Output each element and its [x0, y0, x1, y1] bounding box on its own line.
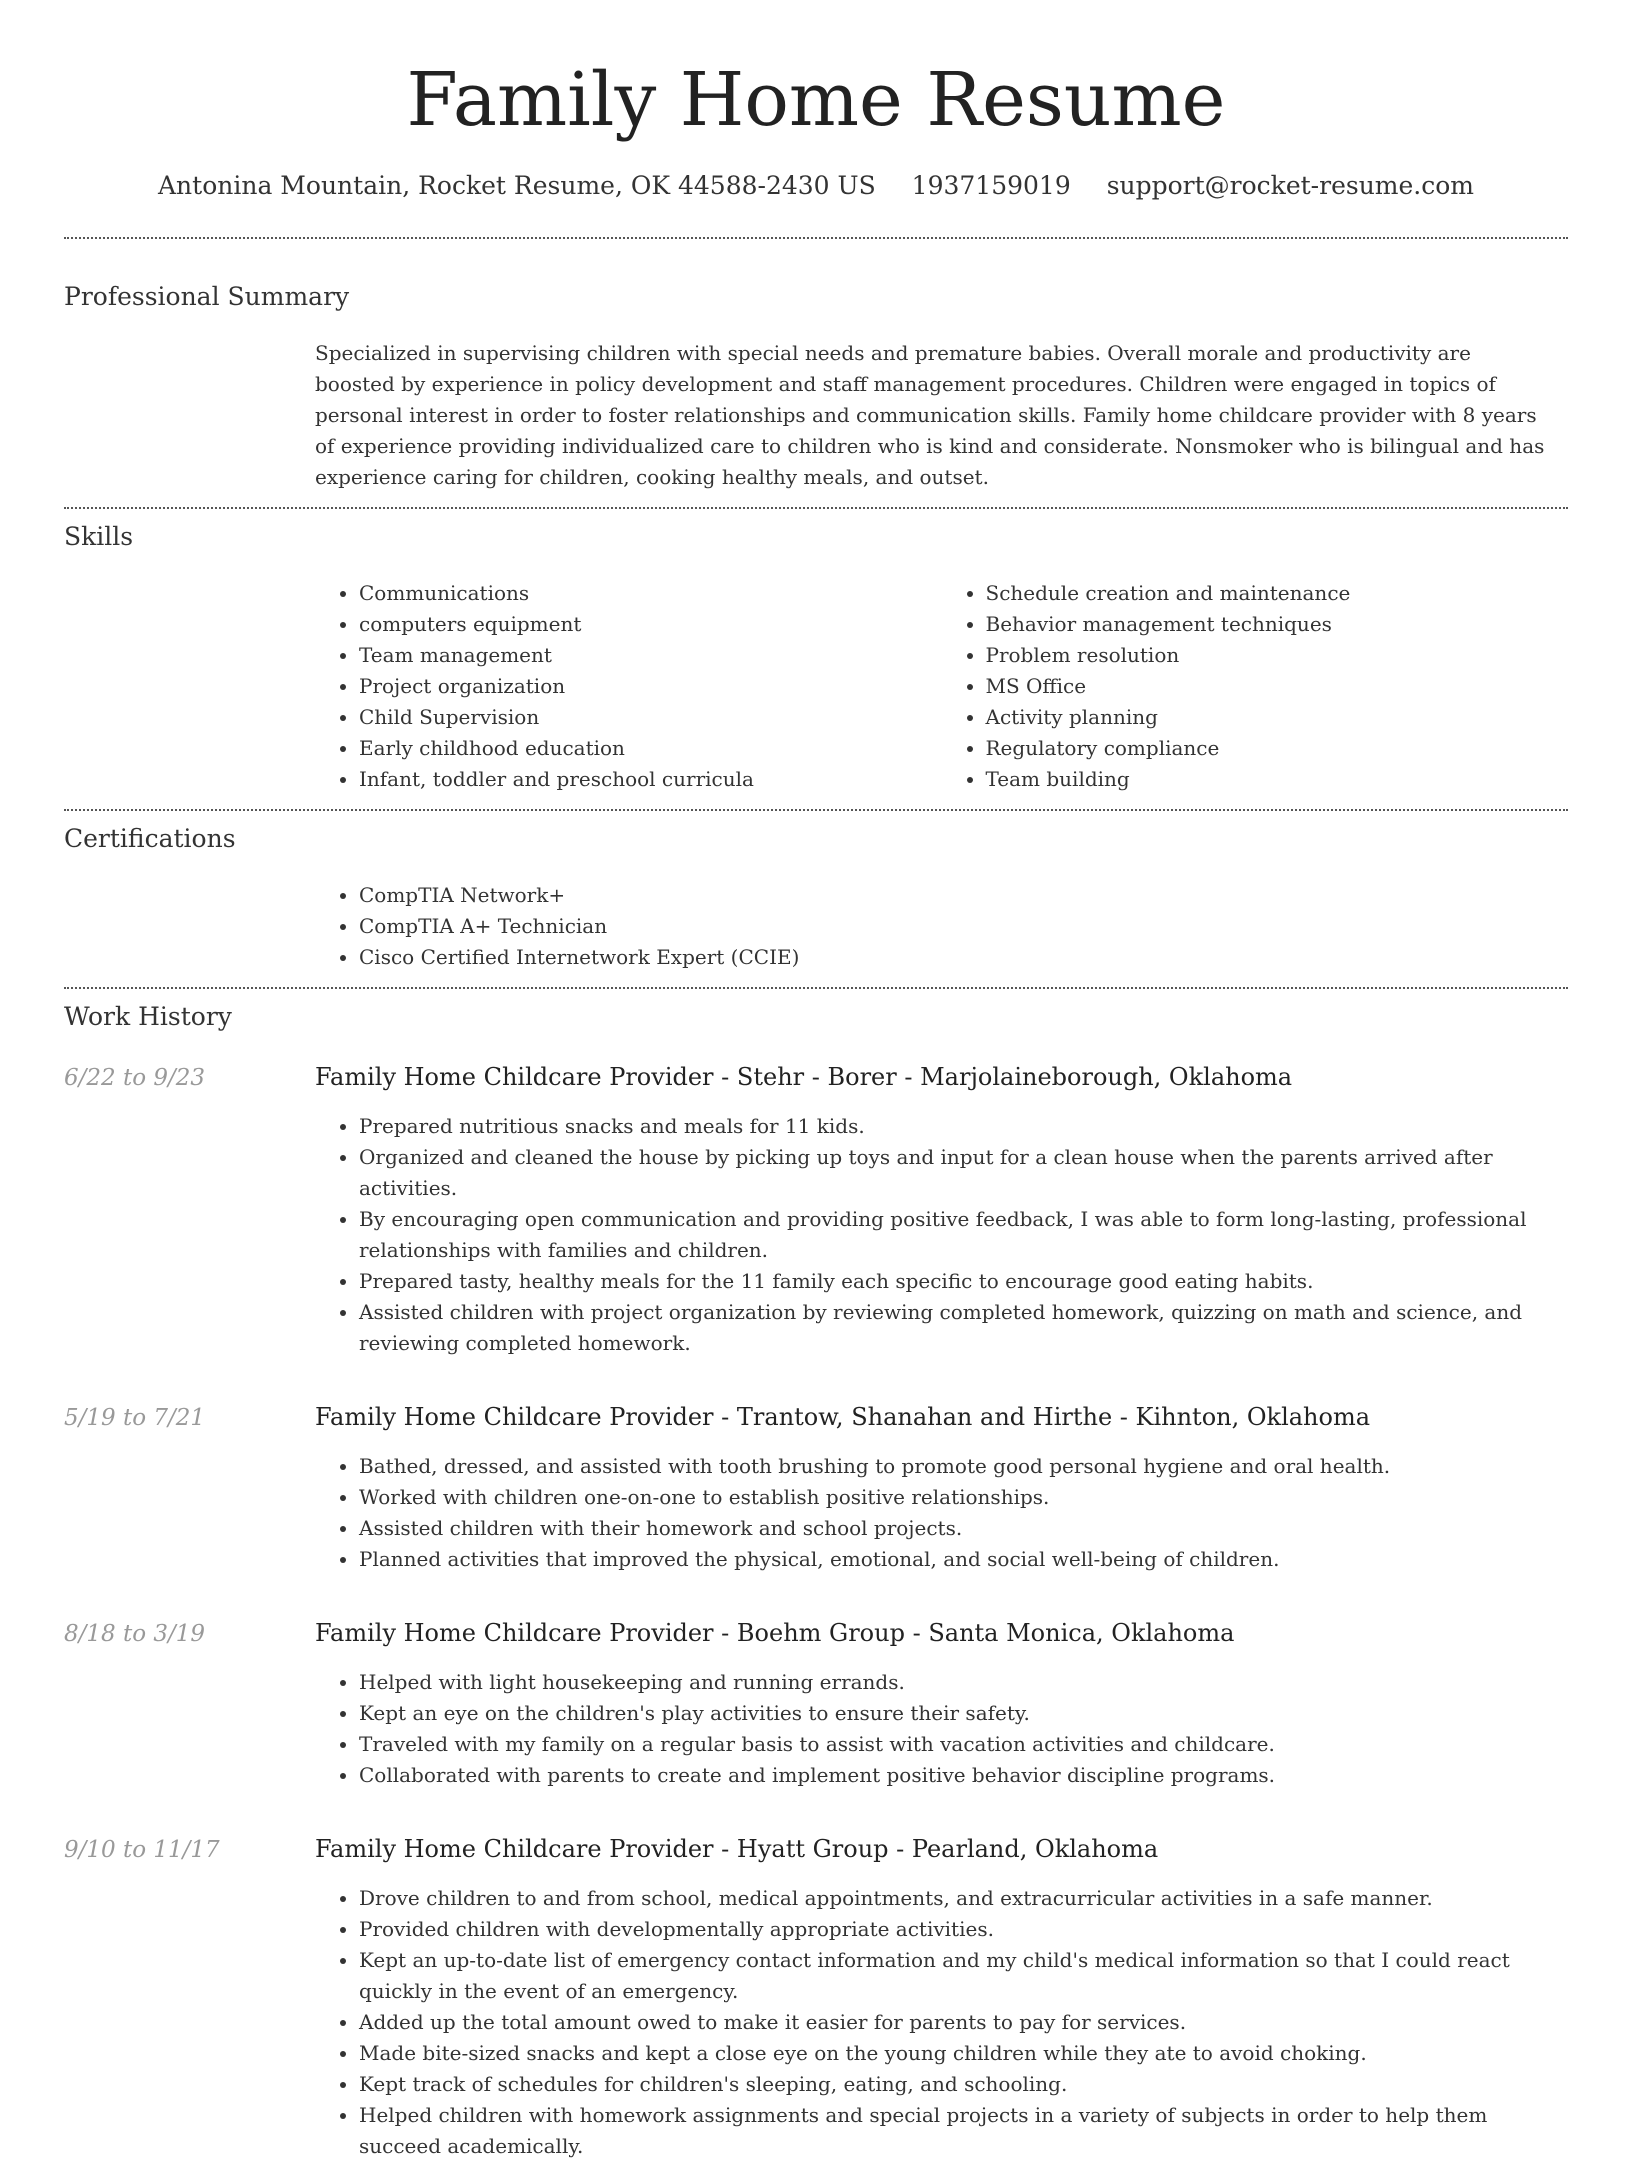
certification-item: • Cisco Certified Internetwork Expert (CCIE): [359, 942, 1568, 973]
job-title: Family Home Childcare Provider - Hyatt Group - Pearland, Oklahoma: [315, 1835, 1159, 1863]
job-entry: [64, 1833, 1568, 2176]
job-header: [64, 1833, 1568, 1865]
skill-item: • Schedule creation and maintenance: [986, 578, 1569, 609]
job-bullet: • By encouraging open communication and providing positive feedback, I was able to form long-lasting, professional relationships with families and children.: [359, 1204, 1568, 1266]
job-bullet: • Drove children to and from school, medical appointments, and extracurricular activities in a safe manner.: [359, 1883, 1568, 1914]
skill-item: • Regulatory compliance: [986, 733, 1569, 764]
skills-section: [64, 521, 1568, 809]
contact-line: [64, 170, 1568, 202]
job-bullet: • Helped with light housekeeping and running errands.: [359, 1667, 1568, 1698]
contact-phone: 1937159019: [911, 171, 1071, 200]
divider: [64, 507, 1568, 509]
job-bullet: • Made bite-sized snacks and kept a close eye on the young children while they ate to avoid choking.: [359, 2038, 1568, 2069]
skills-list-right: [942, 578, 1569, 795]
job-bullet: • Worked with children one-on-one to establish positive relationships.: [359, 1482, 1568, 1513]
job-bullet: • Organized and cleaned the house by picking up toys and input for a clean house when the parents arrived after activities.: [359, 1142, 1568, 1204]
job-bullet: • Kept track of schedules for children's sleeping, eating, and schooling.: [359, 2069, 1568, 2100]
job-bullets: [315, 1111, 1568, 1373]
job-bullet: • Bathed, dressed, and assisted with tooth brushing to promote good personal hygiene and oral health.: [359, 1451, 1568, 1482]
skill-item: • computers equipment: [359, 609, 942, 640]
skill-item: • Team management: [359, 640, 942, 671]
summary-text: Specialized in supervising children with special needs and premature babies. Overall morale and productivity are boosted by experience in policy development and staff management procedures. Children were engaged in topics of personal interest in order to foster relationships and communication skills. Family home childcare provider with 8 years of experience providing individualized care to children who is kind and considerate. Nonsmoker who is bilingual and has experience caring for children, cooking healthy meals, and outset.: [315, 341, 1545, 489]
job-bullet: • Assisted children with their homework and school projects.: [359, 1513, 1568, 1544]
certifications-list: [315, 880, 1568, 973]
skill-item: • Problem resolution: [986, 640, 1569, 671]
skill-item: • Team building: [986, 764, 1569, 795]
job-bullet: • Prepared nutritious snacks and meals for 11 kids.: [359, 1111, 1568, 1142]
job-title: Family Home Childcare Provider - Trantow, Shanahan and Hirthe - Kihnton, Oklahoma: [315, 1403, 1371, 1431]
job-entry: [64, 1061, 1568, 1373]
job-bullet: • Traveled with my family on a regular basis to assist with vacation activities and childcare.: [359, 1729, 1568, 1760]
section-title-skills: Skills: [64, 522, 134, 551]
job-entry: [64, 1401, 1568, 1589]
contact-email: support@rocket-resume.com: [1106, 171, 1474, 200]
job-header: [64, 1617, 1568, 1649]
skill-item: • Child Supervision: [359, 702, 942, 733]
job-bullet: • Helped children with homework assignments and special projects in a variety of subjects in order to help them succeed academically.: [359, 2100, 1568, 2162]
contact-address: Antonina Mountain, Rocket Resume, OK 44588-2430 US: [158, 171, 876, 200]
job-date: 8/18 to 3/19: [64, 1621, 206, 1647]
work-history-section: [64, 1001, 1568, 2176]
job-bullet: • Assisted children with project organization by reviewing completed homework, quizzing on math and science, and reviewing completed homework.: [359, 1297, 1568, 1359]
skill-item: • MS Office: [986, 671, 1569, 702]
section-title-certifications: Certifications: [64, 824, 236, 853]
job-bullet: • Kept an up-to-date list of emergency contact information and my child's medical information so that I could react quickly in the event of an emergency.: [359, 1945, 1568, 2007]
skills-list-left: [315, 578, 942, 795]
resume-name: Family Home Resume: [406, 57, 1226, 143]
job-header: [64, 1401, 1568, 1433]
divider: [64, 237, 1568, 239]
job-bullet: • Prepared tasty, healthy meals for the 11 family each specific to encourage good eating habits.: [359, 1266, 1568, 1297]
resume-header: [64, 0, 1568, 202]
job-title: Family Home Childcare Provider - Stehr - Borer - Marjolaineborough, Oklahoma: [315, 1063, 1293, 1091]
certification-item: • CompTIA Network+: [359, 880, 1568, 911]
job-bullets: [315, 1451, 1568, 1589]
job-date: 6/22 to 9/23: [64, 1065, 206, 1091]
summary-section: [64, 281, 1568, 507]
job-bullet: • Planned activities that improved the physical, emotional, and social well-being of children.: [359, 1544, 1568, 1575]
certifications-section: [64, 823, 1568, 987]
skill-item: • Infant, toddler and preschool curricula: [359, 764, 942, 795]
job-bullet: • Added up the total amount owed to make it easier for parents to pay for services.: [359, 2007, 1568, 2038]
job-date: 5/19 to 7/21: [64, 1405, 206, 1431]
job-bullets: [315, 1667, 1568, 1805]
job-date: 9/10 to 11/17: [64, 1837, 220, 1863]
job-bullet: • Kept an eye on the children's play activities to ensure their safety.: [359, 1698, 1568, 1729]
certifications-list-wrap: [315, 855, 1568, 987]
job-entry: [64, 1617, 1568, 1805]
skills-columns: [315, 553, 1568, 809]
job-bullets: [315, 1883, 1568, 2176]
divider: [64, 809, 1568, 811]
section-title-work-history: Work History: [64, 1002, 232, 1031]
skill-item: • Activity planning: [986, 702, 1569, 733]
skill-item: • Communications: [359, 578, 942, 609]
skill-item: • Behavior management techniques: [986, 609, 1569, 640]
certification-item: • CompTIA A+ Technician: [359, 911, 1568, 942]
divider: [64, 987, 1568, 989]
section-title-summary: Professional Summary: [64, 282, 350, 311]
skill-item: • Early childhood education: [359, 733, 942, 764]
job-bullet: • Provided children with developmentally appropriate activities.: [359, 1914, 1568, 1945]
job-bullet: • Collaborated with parents to create and implement positive behavior discipline programs.: [359, 1760, 1568, 1791]
job-title: Family Home Childcare Provider - Boehm Group - Santa Monica, Oklahoma: [315, 1619, 1235, 1647]
skill-item: • Project organization: [359, 671, 942, 702]
job-header: [64, 1061, 1568, 1093]
